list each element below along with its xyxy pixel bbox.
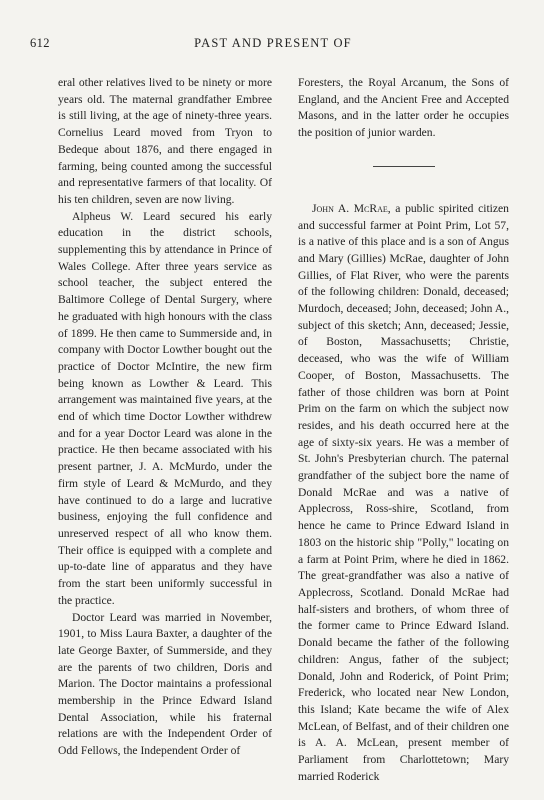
running-head: PAST AND PRESENT OF	[194, 36, 352, 50]
paragraph	[298, 201, 509, 786]
paragraph: Doctor Leard was married in November, 1901, to Miss Laura Baxter, a daughter of the late George Baxter, of Summerside, and they are the parents of two children, Doris and Marion. The Doctor maintains a professional membership in the Prince Edward Island Dental Association, while his fraternal relations are with the Independent Order of Odd Fellows, the Independent Order of	[58, 610, 272, 758]
paragraph: Alpheus W. Leard secured his early education in the district schools, supplementing this by attendance in Prince of Wales College. After three years service as school teacher, the subject entered the Baltimore College of Dental Surgery, where he graduated with high honours with the class of 1899. He then came to Summerside and, in company with Doctor Lowther bought out the practice of Doctor McIntire, the new firm being known as Lowther & Leard. This arrangement was maintained five years, at the end of which time Doctor Lowther withdrew and for a year Doctor Leard was alone in the practice. He then became associated with his present partner, J. A. McMurdo, under the firm style of Leard & McMurdo, and they have continued to do a large and lucrative business, enjoying the full confidence and unreserved respect of all who know them. Their office is equipped with a complete and up-to-date line of apparatus and they have from the start been uniformly successful in the practice.	[58, 209, 272, 607]
section-divider	[373, 166, 435, 167]
subject-name: John A. McRae,	[312, 201, 391, 215]
paragraph: Foresters, the Royal Arcanum, the Sons of England, and the Ancient Free and Accepted Masons, and in the latter order he occupies the position of junior warden.	[298, 76, 509, 140]
paragraph-text: a public spirited citizen and successful farmer at Point Prim, Lot 57, is a native of this place and is a son of Angus and Mary (Gillies) McRae, daughter of John Gillies, of Flat River, who were the parents of the following children: Donald, deceased; Murdoch, deceased; John, deceased; John A., subject of this sketch; Ann, deceased; Jessie, of Boston, Massachusetts; Christie, deceased, who was the wife of William Cooper, of Boston, Massachusetts. The father of those children was born at Point Prim on the farm on which the subject now resides, and his death occurred here at the age of sixty-six years. He was a member of St. John's Presbyterian church. The paternal grandfather of the subject bore the name of Donald McRae and was a native of Applecross, Ross-shire, Scotland, from hence he came to Prince Edward Island in 1803 on the historic ship "Polly," locating on a farm at Point Prim, where he died in 1862. The great-grandfather was also a native of Applecross, Scotland. Donald McRae had half-sisters and brothers, of whom three of the former came to Prince Edward Island. Donald became the father of the following children: Angus, father of the subject; Donald, John and Roderick, of Point Prim; Frederick, who located near New London, this Island; Kate became the wife of Alex McLean, of Belfast, and of their children one is A. A. McLean, present member of Parliament from Charlottetown; Mary married Roderick	[298, 201, 509, 783]
right-column	[298, 75, 509, 785]
left-column	[58, 75, 272, 760]
page-number: 612	[30, 36, 50, 50]
paragraph: eral other relatives lived to be ninety or more years old. The maternal grandfather Embree is still living, at the age of ninety-three years. Cornelius Leard moved from Tryon to Bedeque about 1876, and there engaged in farming, being counted among the successful and representative farmers of that locality. Of his ten children, seven are now living.	[58, 76, 272, 206]
